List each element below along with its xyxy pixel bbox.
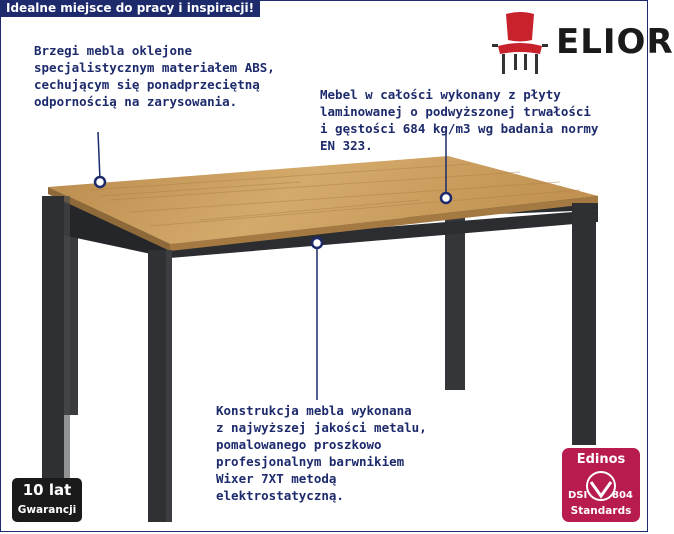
warranty-badge bbox=[12, 478, 82, 522]
certificate-right-text: 804 bbox=[612, 490, 633, 501]
note-board: Mebel w całości wykonany z płyty laminowanej o podwyższonej trwałości i gęstości 684 kg/m3 wg badania normy EN 323. bbox=[320, 87, 599, 153]
callout-line-edges bbox=[98, 132, 100, 180]
certificate-left-text: DSI bbox=[568, 490, 588, 501]
warranty-label: Gwarancji bbox=[17, 504, 77, 516]
table-leg-front-right bbox=[572, 203, 596, 445]
table-leg-front-left bbox=[42, 196, 64, 518]
certificate-badge bbox=[562, 448, 640, 522]
certificate-footer: Standards bbox=[570, 505, 632, 517]
note-edges: Brzegi mebla oklejone specjalistycznym materiałem ABS, cechującym się ponadprzeciętną odpornością na zarysowania. bbox=[34, 43, 275, 109]
note-frame: Konstrukcja mebla wykonana z najwyższej jakości metalu, pomalowanego proszkowo profesjonalnym barwnikiem Wixer 7XT metodą elektrostatyczną. bbox=[216, 403, 427, 503]
warranty-years: 10 lat bbox=[22, 481, 72, 499]
callout-dot-frame bbox=[312, 238, 322, 248]
callout-dot-edges bbox=[95, 177, 105, 187]
certificate-title: Edinos bbox=[576, 452, 626, 467]
brand-name: ELIOR bbox=[556, 22, 674, 62]
callout-dot-board bbox=[441, 193, 451, 203]
tagline-banner: Idealne miejsce do pracy i inspiracji! bbox=[0, 0, 260, 17]
